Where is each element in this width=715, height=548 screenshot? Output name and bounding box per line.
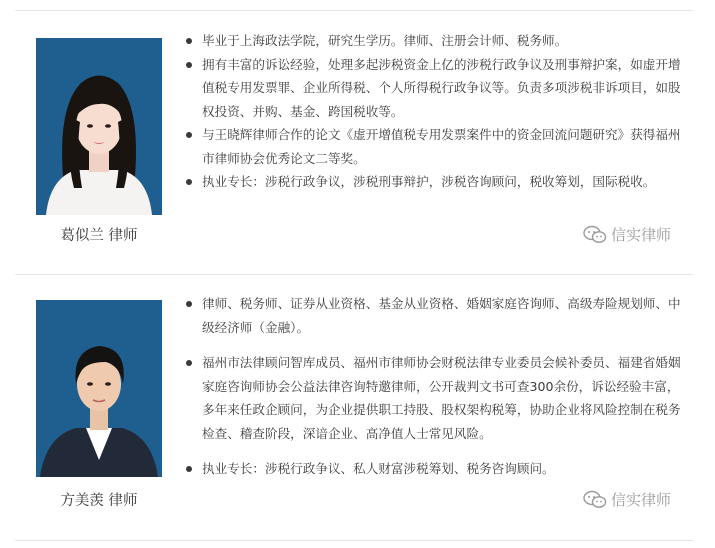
bullet-text: 执业专长：涉税行政争议、私人财富涉税筹划、税务咨询顾问。 [202,461,555,476]
bullet-dot-icon [186,38,192,44]
watermark-text: 信实律师 [610,226,671,244]
lawyer-name: 葛似兰 律师 [60,228,138,244]
bottom-divider [15,540,693,541]
bullet-dot-icon [186,360,192,366]
lawyer-name: 方美羡 律师 [60,493,138,509]
lawyer-portrait [36,300,162,477]
bullet-dot-icon [186,132,192,138]
bullet-text: 律师、税务师、证券从业资格、基金从业资格、婚姻家庭咨询师、高级寿险规划师、中级经济师（金融）。 [202,296,681,335]
wechat-logo-icon [583,225,607,245]
bullet-dot-icon [186,179,192,185]
watermark [583,489,671,510]
bullet-dot-icon [186,301,192,307]
top-divider [15,10,693,11]
bullet-dot-icon [186,466,192,472]
watermark [583,224,671,245]
bullet-text: 毕业于上海政法学院，研究生学历。律师、注册会计师、税务师。 [202,33,568,48]
list-item [185,457,690,481]
lawyer-portrait [36,38,162,215]
list-item [185,123,690,170]
bullet-dot-icon [186,62,192,68]
wechat-logo-icon [583,490,607,510]
credentials-list [185,29,690,194]
bullet-text: 执业专长：涉税行政争议，涉税刑事辩护，涉税咨询顾问，税收筹划，国际税收。 [202,174,656,189]
list-item [185,170,690,194]
watermark-text: 信实律师 [610,491,671,509]
section-divider [15,274,693,275]
credentials-list [185,292,690,493]
bullet-text: 与王晓辉律师合作的论文《虚开增值税专用发票案件中的资金回流问题研究》获得福州市律师协会优秀论文二等奖。 [202,127,681,166]
list-item [185,351,690,445]
list-item [185,292,690,339]
list-item [185,53,690,124]
bullet-text: 拥有丰富的诉讼经验，处理多起涉税资金上亿的涉税行政争议及刑事辩护案，如虚开增值税专用发票罪、企业所得税、个人所得税行政争议等。负责多项涉税非诉项目，如股权投资、并购、基金、跨国税收等。 [202,56,681,119]
list-item [185,29,690,53]
bullet-text: 福州市法律顾问智库成员、福州市律师协会财税法律专业委员会候补委员、福建省婚姻家庭咨询师协会公益法律咨询特邀律师，公开裁判文书可查300余份，诉讼经验丰富，多年来任政企顾问，为企业提供职工持股、股权架构税筹，协助企业将风险控制在税务检查、稽查阶段，深谙企业、高净值人士常见风险。 [202,355,681,441]
